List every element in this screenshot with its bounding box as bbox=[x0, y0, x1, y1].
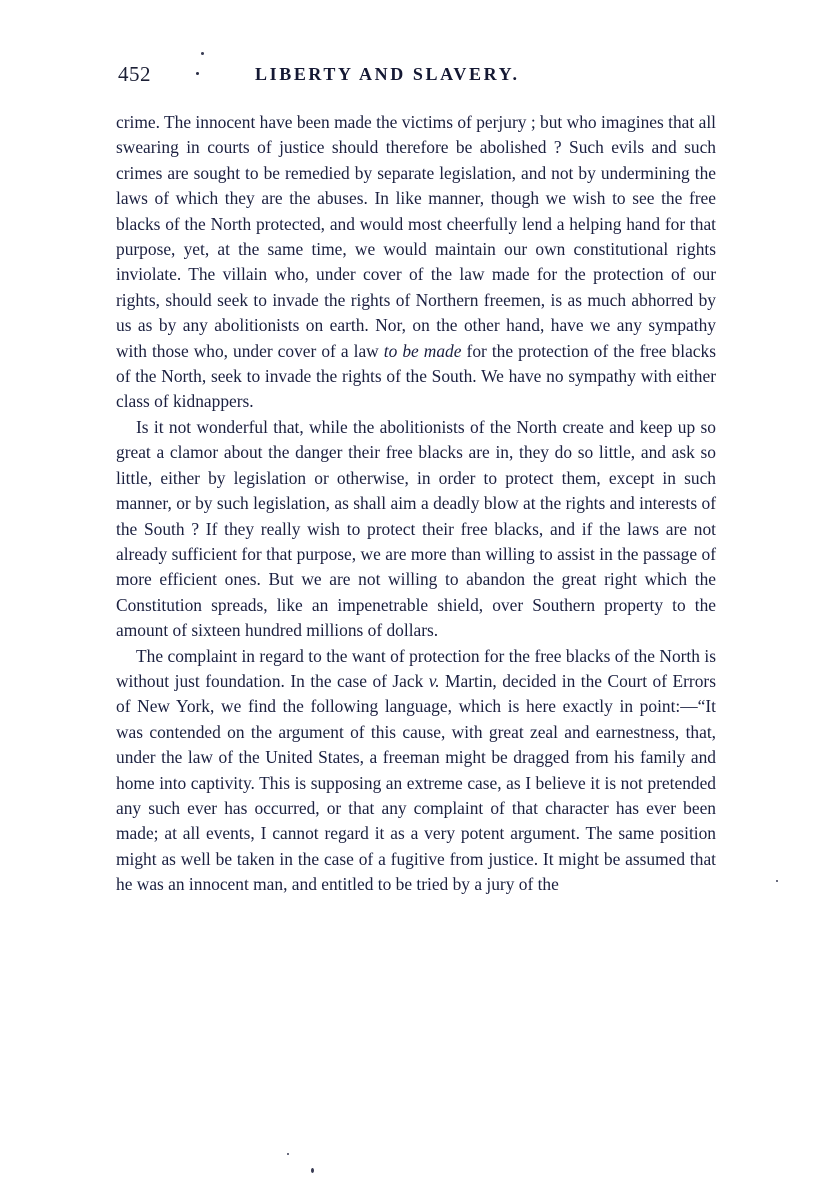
paragraph bbox=[116, 644, 716, 898]
page-speck bbox=[311, 1168, 314, 1173]
text-run: for the protection of the free blacks of the North, seek to invade the rights of the South. We have no sympathy with either class of kidnappers. bbox=[116, 340, 716, 412]
emphasized-text: v. bbox=[428, 670, 440, 691]
paragraph bbox=[116, 110, 716, 415]
emphasized-text: to be made bbox=[383, 340, 462, 361]
page-body bbox=[116, 110, 716, 898]
paragraph bbox=[116, 415, 716, 644]
page-header bbox=[0, 62, 827, 92]
header-dot-mark bbox=[196, 72, 199, 75]
running-title: LIBERTY AND SLAVERY. bbox=[255, 64, 520, 84]
page-speck bbox=[776, 880, 778, 882]
text-run: The complaint in regard to the want of protection for the free blacks of the North is without just foundation. In the case of Jack bbox=[116, 645, 716, 691]
text-run: crime. The innocent have been made the victims of perjury ; but who imagines that all swearing in courts of justice should therefore be abolished ? Such evils and such crimes are sought to be remedied by separate legislation, and not by undermining the laws of which they are the abuses. In like manner, though we wish to see the free blacks of the North protected, and would most cheerfully lend a helping hand for that purpose, yet, at the same time, we would maintain our own constitutional rights inviolate. The villain who, under cover of the law made for the protection of our rights, should seek to invade the rights of Northern freemen, is as much abhorred by us as by any abolitionists on earth. Nor, on the other hand, have we any sympathy with those who, under cover of a law bbox=[116, 112, 716, 361]
text-run: Martin, decided in the Court of Errors of New York, we find the following language, which is here exactly in point:—“It was contended on the argument of this cause, with great zeal and earnestness, that, under the law of the United States, a freeman might be dragged from his family and home into captivity. This is supposing an extreme case, as I believe it is not pretended any such ever has occurred, or that any complaint of that character has ever been made; at all events, I cannot regard it as a very potent argument. The same position might as well be taken in the case of a fugitive from justice. It might be assumed that he was an innocent man, and entitled to be tried by a jury of the bbox=[116, 670, 716, 895]
page-speck bbox=[201, 52, 204, 55]
page-number: 452 bbox=[118, 62, 151, 86]
page-speck bbox=[287, 1153, 289, 1155]
text-run: Is it not wonderful that, while the abolitionists of the North create and keep up so great a clamor about the danger their free blacks are in, they do so little, and ask so little, either by legislation or otherwise, in order to protect them, except in such manner, or by such legislation, as shall aim a deadly blow at the rights and interests of the South ? If they really wish to protect their free blacks, and if the laws are not already sufficient for that purpose, we are more than willing to assist in the passage of more efficient ones. But we are not willing to abandon the great right which the Constitution spreads, like an impenetrable shield, over Southern property to the amount of sixteen hundred millions of dollars. bbox=[116, 416, 716, 641]
